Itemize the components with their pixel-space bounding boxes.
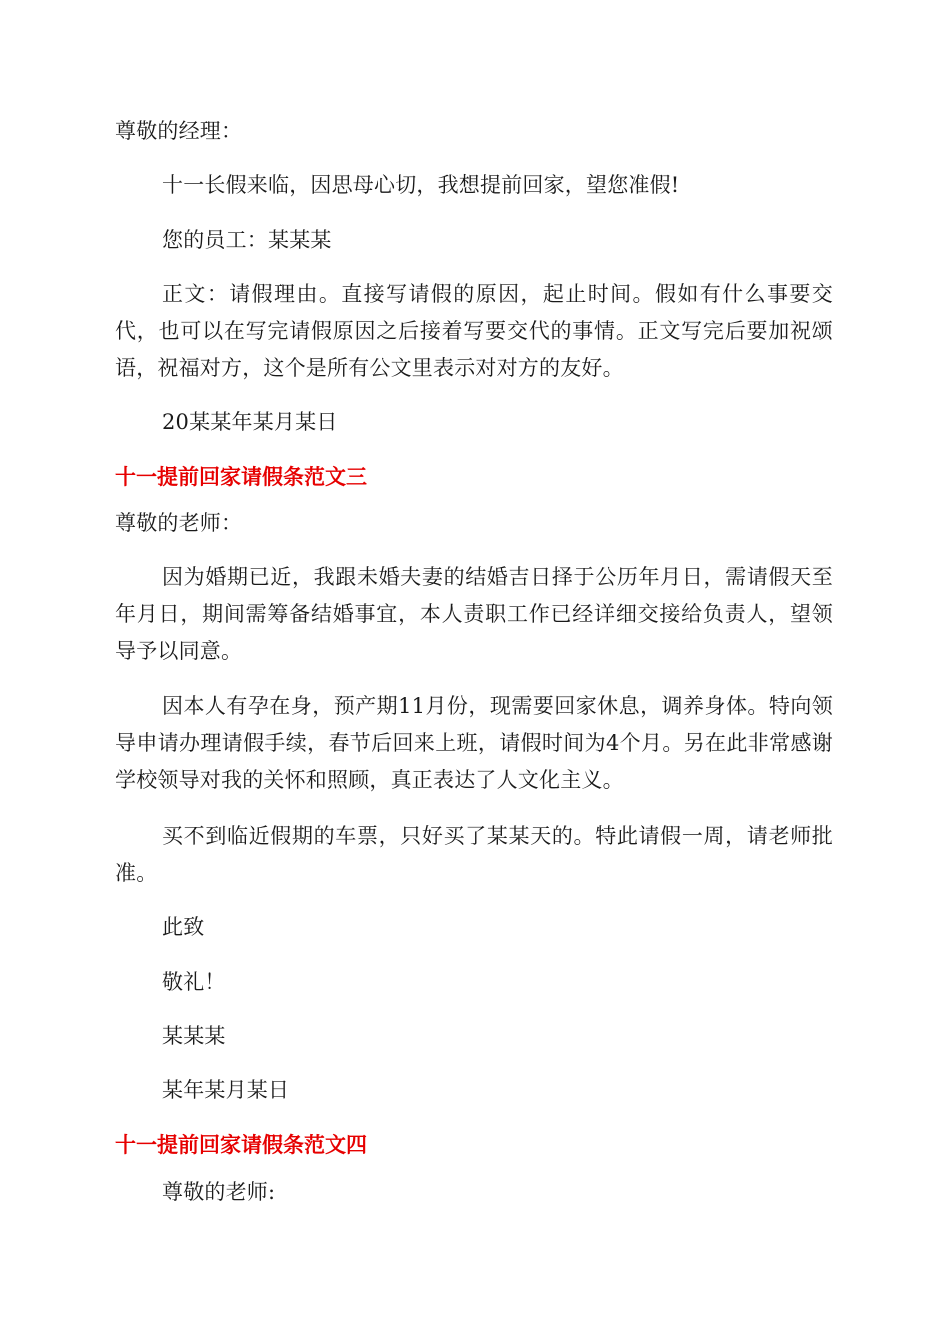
date-line: 某年某月某日 bbox=[162, 1078, 290, 1102]
section-heading-4: 十一提前回家请假条范文四 bbox=[115, 1133, 367, 1157]
salutation-manager: 尊敬的经理： bbox=[115, 119, 243, 143]
signature-employee: 您的员工：某某某 bbox=[162, 228, 332, 252]
body-paragraph: 十一长假来临，因思母心切，我想提前回家，望您准假! bbox=[162, 173, 680, 197]
date-line: 20某某年某月某日 bbox=[162, 410, 338, 434]
signature-name: 某某某 bbox=[162, 1024, 226, 1048]
salutation-teacher: 尊敬的老师： bbox=[115, 511, 243, 535]
section-heading-3: 十一提前回家请假条范文三 bbox=[115, 465, 367, 489]
body-paragraph: 因为婚期已近，我跟未婚夫妻的结婚吉日择于公历年月日，需请假天至年月日，期间需筹备结婚事宜，本人责职工作已经详细交接给负责人，望领导予以同意。 bbox=[115, 565, 833, 663]
closing-line: 此致 bbox=[162, 915, 205, 939]
body-paragraph: 买不到临近假期的车票，只好买了某某天的。特此请假一周，请老师批准。 bbox=[115, 824, 833, 885]
body-paragraph: 正文：请假理由。直接写请假的原因，起止时间。假如有什么事要交代，也可以在写完请假原因之后接着写要交代的事情。正文写完后要加祝颂语，祝福对方，这个是所有公文里表示对对方的友好。 bbox=[115, 282, 833, 380]
closing-salute: 敬礼！ bbox=[162, 970, 226, 994]
salutation-teacher: 尊敬的老师: bbox=[162, 1180, 276, 1204]
body-paragraph: 因本人有孕在身，预产期11月份，现需要回家休息，调养身体。特向领导申请办理请假手续，春节后回来上班，请假时间为4个月。另在此非常感谢学校领导对我的关怀和照顾，真正表达了人文化主义。 bbox=[115, 694, 833, 792]
